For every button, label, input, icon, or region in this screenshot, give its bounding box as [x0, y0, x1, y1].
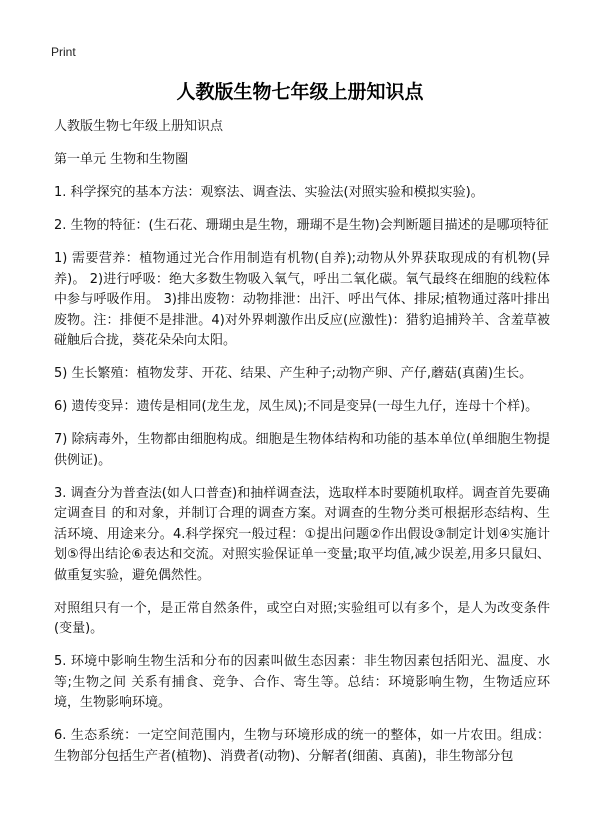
print-link[interactable]: Print: [51, 45, 76, 59]
paragraph-subtitle: 人教版生物七年级上册知识点: [54, 119, 224, 134]
paragraph-characteristics: 2. 生物的特征：(生石花、珊瑚虫是生物，珊瑚不是生物)会判断题目描述的是哪项特征: [54, 218, 549, 233]
paragraph-growth: 5) 生长繁殖：植物发芽、开花、结果、产生种子;动物产卵、产仔,蘑菇(真菌)生长。: [54, 366, 533, 381]
paragraph-survey: 3. 调查分为普查法(如人口普查)和抽样调查法，选取样本时要随机取样。调查首先要确定调查目 的和对象，并制订合理的调查方案。对调查的生物分类可根据形态结构、生活环境、用途来分。4.科学探究一般过程：①提出问题②作出假设③制定计划④实施计划⑤得出结论⑥表达和交流。对照实验保证单一变量;取平均值,减少误差,用多只鼠妇、做重复实验，避免偶然性。: [54, 485, 550, 583]
paragraph-heredity: 6) 遗传变异：遗传是相同(龙生龙，凤生凤);不同是变异(一母生九仔，连母十个样)。: [54, 399, 539, 414]
paragraph-cells: 7) 除病毒外，生物都由细胞构成。细胞是生物体结构和功能的基本单位(单细胞生物提供例证)。: [54, 432, 550, 468]
paragraph-ecological-factors: 5. 环境中影响生物生活和分布的因素叫做生态因素：非生物因素包括阳光、温度、水等;生物之间 关系有捕食、竞争、合作、寄生等。总结：环境影响生物，生物适应环境，生物影响环境。: [54, 654, 550, 710]
paragraph-control-group: 对照组只有一个，是正常自然条件，或空白对照;实验组可以有多个，是人为改变条件(变量)。: [54, 600, 550, 636]
document-body: [54, 117, 550, 780]
document-title: 人教版生物七年级上册知识点: [176, 81, 424, 103]
paragraph-methods: 1. 科学探究的基本方法：观察法、调查法、实验法(对照实验和模拟实验)。: [54, 185, 484, 200]
paragraph-ecosystem: 6. 生态系统：一定空间范围内，生物与环境形成的统一的整体，如一片农田。组成：生物部分包括生产者(植物)、消费者(动物)、分解者(细菌、真菌)，非生物部分包: [54, 728, 550, 764]
paragraph-nutrition-respiration: 1) 需要营养：植物通过光合作用制造有机物(自养);动物从外界获取现成的有机物(异养)。 2)进行呼吸：绝大多数生物吸入氧气，呼出二氧化碳。氧气最终在细胞的线粒体中参与呼吸作用。 3)排出废物：动物排泄：出汗、呼出气体、排尿;植物通过落叶排出废物。注：排便不是排泄。4)对外界刺激作出反应(应激性)：猎豹追捕羚羊、含羞草被碰触后合拢，葵花朵朵向太阳。: [54, 251, 550, 348]
paragraph-unit-heading: 第一单元 生物和生物圈: [54, 152, 189, 167]
